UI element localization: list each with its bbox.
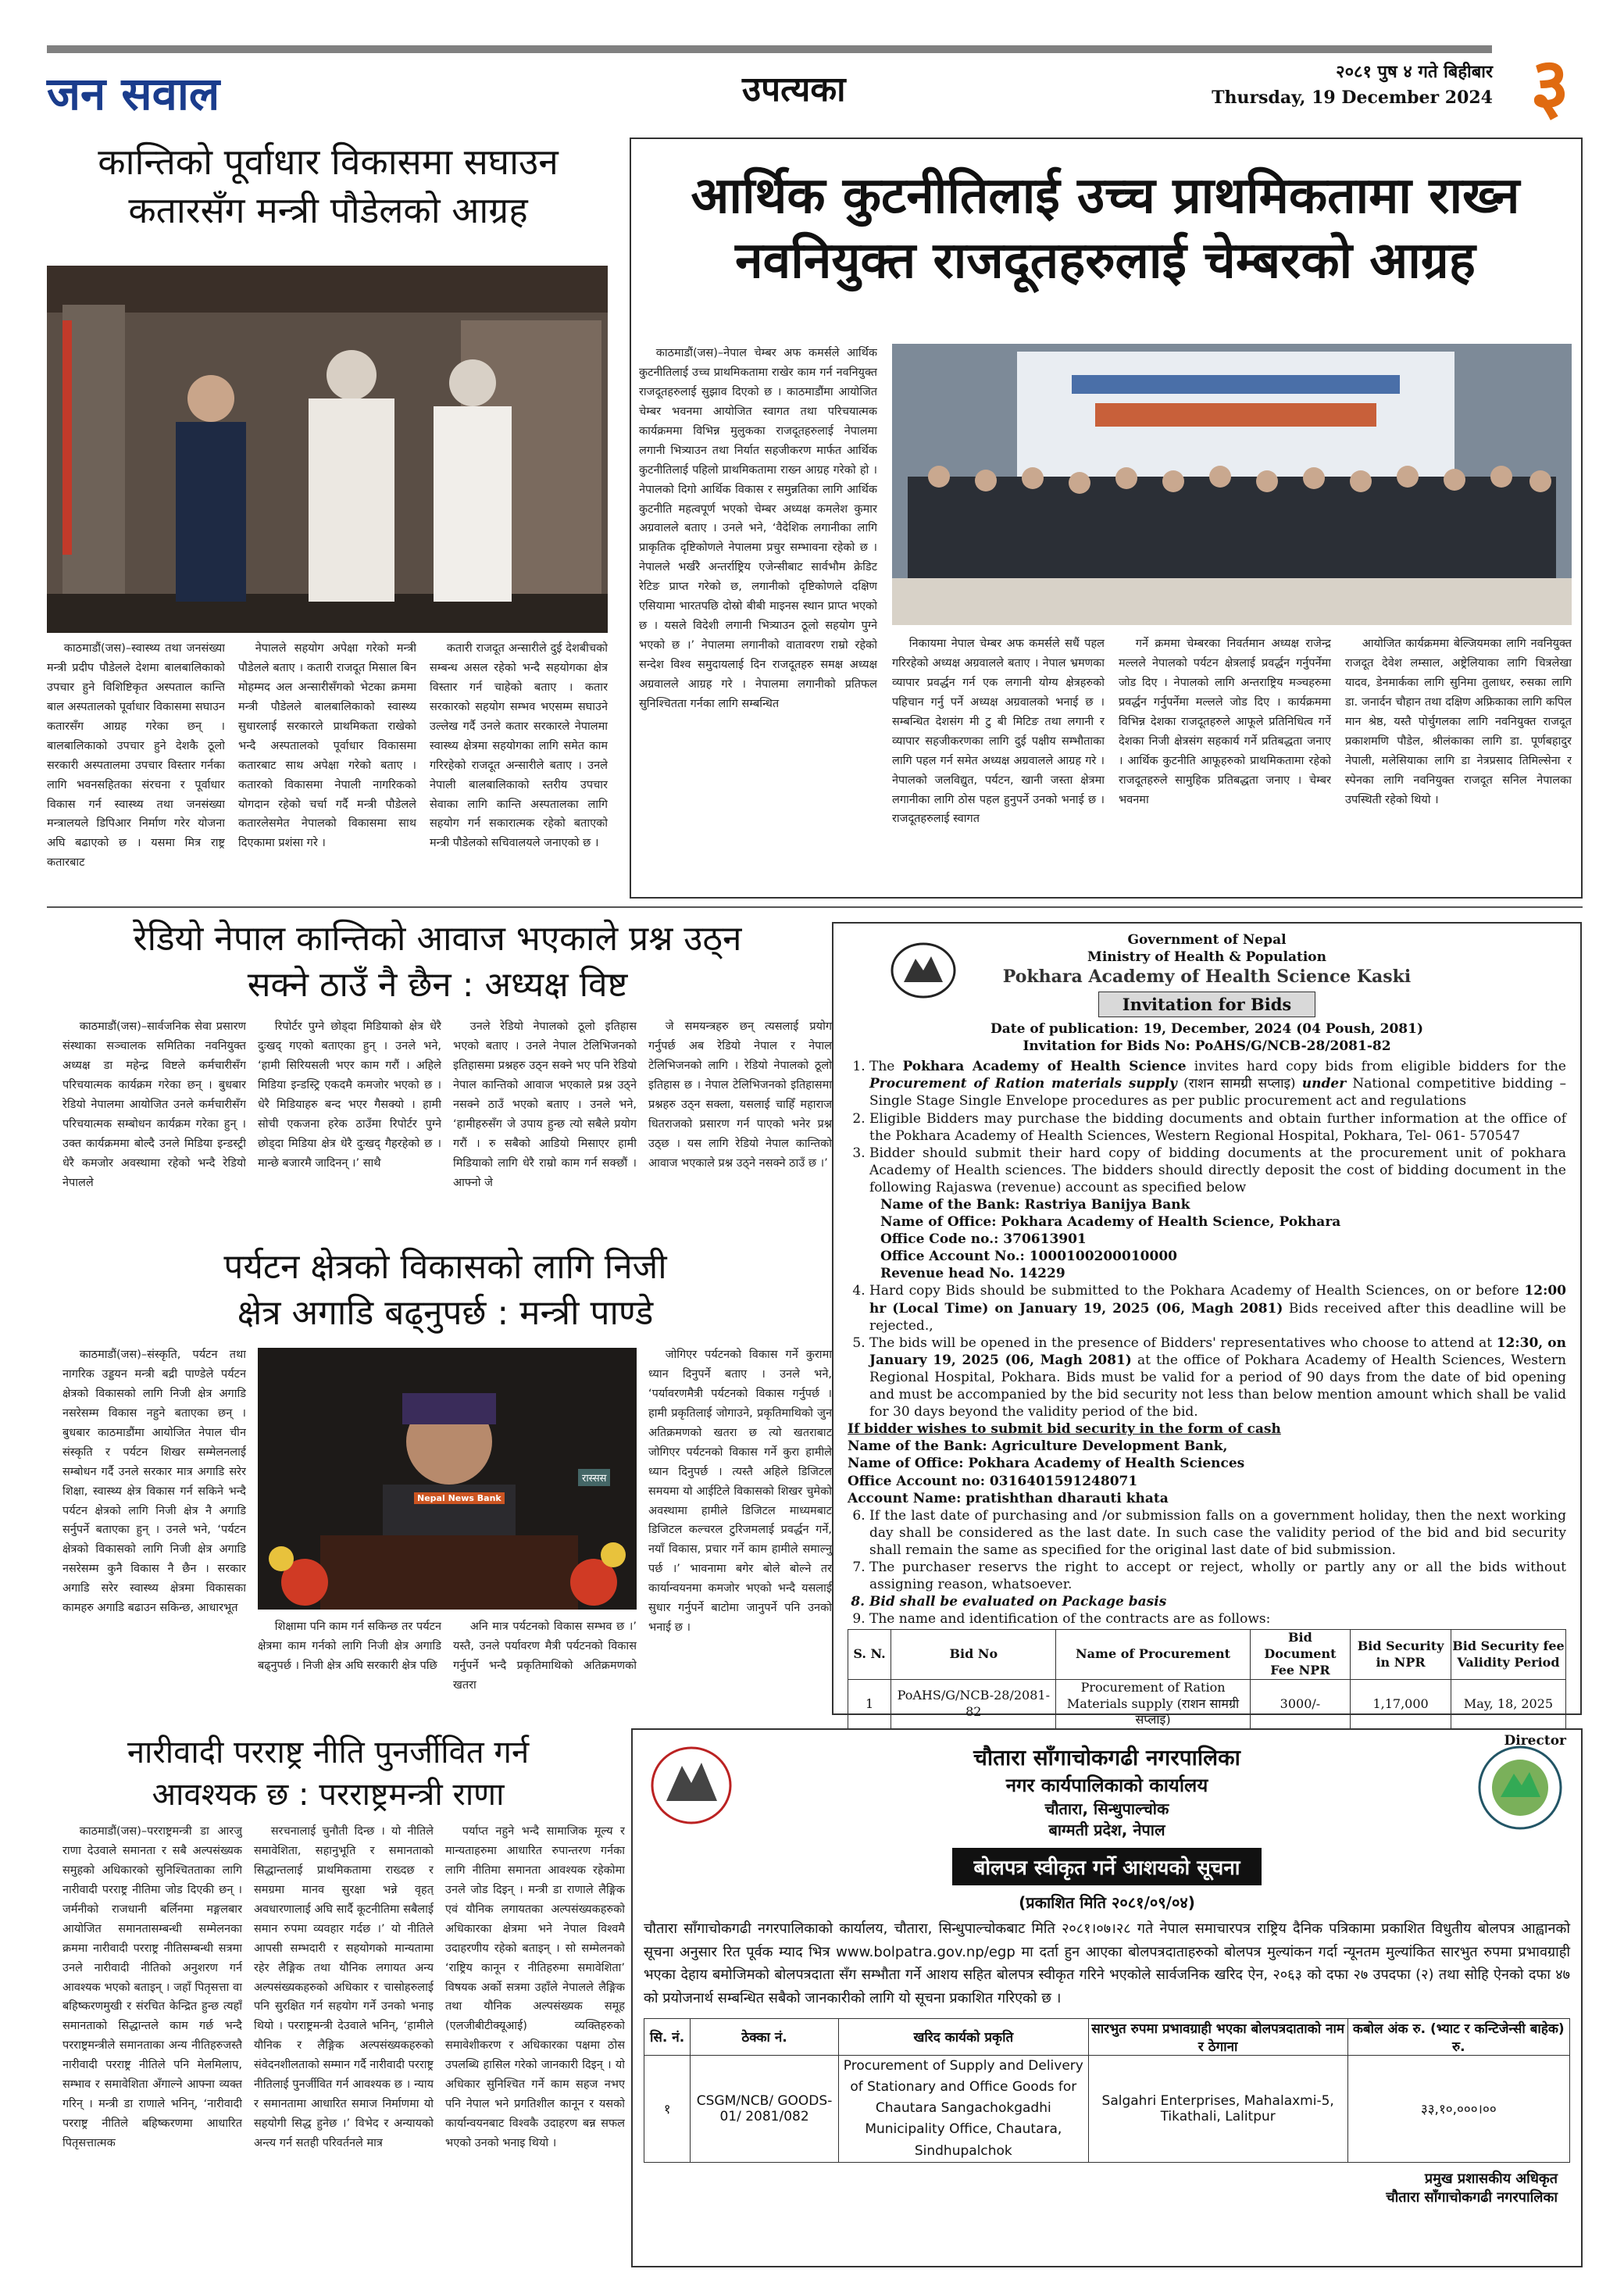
divider — [47, 906, 1583, 908]
story1-col1: काठमाडौं(जस)–स्वास्थ्य तथा जनसंख्या मन्त्री प्रदीप पौडेलले देशमा बालबालिकाको उपचार हुने विशिष्टिकृत अस्पताल कान्ति बाल अस्पतालको पूर्वाधार विकासमा सघाउन कतारसँग आग्रह गरेका छन् । बालबालिकाको उपचार हुने देशकै ठूलो सरकारी अस्पतालमा उपचार विस्तार गर्नका लागि भवनसहितका संरचना र पूर्वाधार विकास गर्न स्वास्थ्य तथा जनसंख्या मन्त्रालयले डिपिआर निर्माण गरेर योजना अघि बढाएको छ । यसमा मित्र राष्ट्र कतारबाट — [47, 642, 225, 870]
ad1-items — [848, 1058, 1566, 1420]
story4-col2: शिक्षामा पनि काम गर्न सकिन्छ तर पर्यटन क्षेत्रमा काम गर्नको लागि निजी क्षेत्र अगाडि बढ्नुपर्छ । निजी क्षेत्र अघि सरकारी क्षेत्र पछि — [258, 1620, 441, 1672]
ad1-pub-date: Date of publication: 19, December, 2024 (04 Poush, 2081) — [990, 1021, 1423, 1038]
story4-photo-tag: रास्सस — [578, 1469, 610, 1486]
story2-col3: गर्ने क्रममा चेम्बरका निवर्तमान अध्यक्ष राजेन्द्र मल्लले नेपालको पर्यटन क्षेत्रलाई प्रवर्द्धन गर्नुपर्नेमा जोड दिए । नेपालको लागि अन्तराष्ट्रिय मञ्चहरुमा प्रवर्द्धन गर्नुपर्नेमा मल्लले जोड दिए । कार्यक्रममा विभिन्न देशका राजदूतहरुले आफूले प्रतिनिधित्व गर्ने देशका निजी क्षेत्रसंग सहकार्य गर्ने प्रतिबद्धता जनाए । आर्थिक कुटनीति आफूहरुको प्राथमिकतामा रहेको राजदूतहरुले सामुहिक प्रतिबद्धता जनाए । चेम्बर भवनमा — [1119, 638, 1331, 806]
ad1-table — [848, 1629, 1566, 1729]
ad1-office1: Name of Office: Pokhara Academy of Health Science, Pokhara — [880, 1214, 1341, 1231]
story5-headline: नारीवादी परराष्ट्र नीति पुनर्जीवित गर्न आवश्यक छ : परराष्ट्रमन्त्री राणा — [127, 1735, 530, 1813]
story2-col2: निकायमा नेपाल चेम्बर अफ कमर्सले सधैं पहल गरिरहेको अध्यक्ष अग्रवालले बताए । नेपाल भ्रमणका व्यापार प्रवर्द्धन गर्न एक लगानी योग्य क्षेत्रहरुको पहिचान गर्नु पर्ने अध्यक्ष अग्रवालको भनाई छ । सम्बन्धित देशसंग मी टु बी मिटिङ तथा लगानी र व्यापार सहजीकरणका लागि दुई पक्षीय सम्भौताका लागि पहल गर्न समेत अध्यक्ष अग्रवालले आग्रह गरे । नेपालको जलविद्युत, पर्यटन, खानी जस्ता क्षेत्रमा लगानीका लागि ठोस पहल हुनुपर्ने उनको भनाई छ । राजदूतहरुलाई स्वागत — [892, 638, 1105, 826]
date-english: Thursday, 19 December 2024 — [1212, 88, 1493, 108]
ad1-ifb-no: Invitation for Bids No: PoAHS/G/NCB-28/2081-82 — [1023, 1038, 1391, 1055]
ad1-rev1: Revenue head No. 14229 — [880, 1266, 1065, 1282]
ad-invitation-for-bids — [832, 922, 1582, 1749]
story5-col2: सरचनालाई चुनौती दिन्छ । यो नीतिले समावेशिता, सहानुभूति र समानताको सिद्धान्तलाई प्राथमिकतामा राख्दछ र समग्रमा मानव सुरक्षा भन्ने वृहत् अवधारणालाई अघि सार्दै कूटनीतिमा सबैलाई समान रुपमा व्यवहार गर्दछ ।’ यो नीतिले आपसी सम्भदारी र सहयोगको मान्यतामा रहेर लैङ्गिक तथा यौनिक लगायत अन्य अल्पसंख्यकहरुको अधिकार र चासोहरुलाई पनि सुरक्षित गर्न सहयोग गर्ने उनको भनाइ थियो । परराष्ट्रमन्त्री देउवाले भनिन्, ‘हामीले यौनिक र लैङ्गिक अल्पसंख्यकहरुको संवेदनशीलताको सम्मान गर्दै नारीवादी परराष्ट्र नीतिलाई पुनर्जीवित गर्न आवश्यक छ । न्याय र समानतामा आधारित समाज निर्माणमा यो सहयोगी सिद्ध हुनेछ ।’ विभेद र अन्यायको अन्त्य गर्न सतही परिवर्तनले मात्र — [254, 1825, 434, 2149]
newspaper-brand: जन सवाल — [47, 67, 220, 120]
ad1-item-8: 8. Bid shall be evaluated on Package basis — [869, 1593, 1566, 1610]
ad2-body: चौतारा साँगाचोकगढी नगरपालिकाको कार्यालय, चौतारा, सिन्धुपाल्चोकबाट मिति २०८१।०७।२८ गते नेपाल समाचारपत्र राष्ट्रिय दैनिक पत्रिकामा प्रकाशित विधुतीय बोलपत्र आह्वानको सूचना अनुसार रित पूर्वक म्याद भित्र www.bolpatra.gov.np/egp मा दर्ता हुन आएका बोलपत्रदाताहरुको बोलपत्र मुल्यांकन गर्दा न्यूनतम मुल्यांकित सारभुत रुपमा प्रभावग्राही भएका देहाय बमोजिमको बोलपत्रदाता सँग सम्भौता गर्ने आशय सहित बोलपत्र स्वीकृत गरिने भएकोले सार्वजनिक खरिद ऐन, २०६३ को दफा २७ उपदफा (२) तथा सोहि ऐनको दफा ४७ को प्रयोजनार्थ सम्बन्धित सबैको जानकारीको लागि यो सूचना प्रकाशित गरिएको छ । — [644, 1921, 1570, 2007]
story3-headline: रेडियो नेपाल कान्तिको आवाज भएकाले प्रश्न उठ्न सक्ने ठाउँ नै छैन : अध्यक्ष विष्ट — [133, 919, 742, 1006]
ad1-title: Invitation for Bids — [1098, 992, 1316, 1017]
ad2-pub-date: (प्रकाशित मिति २०८१/०९/०४) — [1019, 1893, 1195, 1912]
ad1-item-2: 2. Eligible Bidders may purchase the bidding documents and obtain further information at the office of the Pokhara Academy of Health Sciences, Western Regional Hospital, Pokhara, Tel- 061- 570547 — [869, 1110, 1566, 1145]
ad1-table-header: S. N. Bid No Name of Procurement Bid Document Fee NPR Bid Security in NPR Bid Security fee Validity Period — [848, 1630, 1566, 1679]
ad2-notice-title: बोलपत्र स्वीकृत गर्ने आशयको सूचना — [952, 1848, 1262, 1885]
story1-col3: कतारी राजदूत अन्सारीले दुई देशबीचको सम्बन्ध असल रहेको भन्दै सहयोगका क्षेत्र विस्तार गर्न चाहेको बताए । कतार सरकारको सहयोग सम्भव भएसम्म सघाउने उल्लेख गर्दै उनले कतार सरकारले नेपालमा स्वास्थ्य क्षेत्रमा सहयोगका लागि समेत काम गरिरहेको राजदूत अन्सारीले बताए । उनले नेपाली बालबालिकाको स्तरीय उपचार सेवाका लागि कान्ति अस्पतालका लागि सहयोग गर्न सकारात्मक रहेको बताएको मन्त्री पौडेलको सचिवालयले जनाएको छ । — [430, 642, 608, 850]
story3-col3: उनले रेडियो नेपालको ठूलो इतिहास भएको बताए । उनले नेपाल टेलिभिजनको इतिहासमा प्रश्नहरु उठ्न सक्ने भए पनि रेडियो नेपाल कान्तिको आवाज भएकाले प्रश्न उठ्ने नसक्ने ठाउँ भएको बताए । उनले भने, ‘हामीहरुसँग जे उपाय हुन्छ त्यो सबैले प्रयोग गरौं । रु सबैको आडियो मिसाएर हामी मिडियाको लागि धेरै राम्रो काम गर्न सक्छौं । आफ्नो जे — [453, 1020, 637, 1189]
ad1-cash-head: If bidder wishes to submit bid security in the form of cash — [848, 1421, 1281, 1438]
ad2-table-header: सि. नं. ठेक्का नं. खरिद कार्यको प्रकृति सारभुत रुपमा प्रभावग्राही भएका बोलपत्रदाताको नाम र ठेगाना कबोल अंक रु. (भ्याट र कन्टिजेन्सी बाहेक) रु. — [644, 2018, 1570, 2055]
table-row: १ CSGM/NCB/ GOODS-01/ 2081/082 Procurement of Supply and Delivery of Stationary and Office Goods for Chautara Sangachokgadhi Municipality Office, Chautara, Sindhupalchok Salgahri Enterprises, Mahalaxmi-5, Tikathali, Lalitpur ३३,१०,०००।०० — [644, 2055, 1570, 2162]
story3-col1: काठमाडौं(जस)–सार्वजनिक सेवा प्रसारण संस्थाका सञ्चालक समितिका नवनियुक्त अध्यक्ष डा महेन्द्र विष्टले कर्मचारीसँग परिचयात्मक कार्यक्रम गरेका छन् । बुधबार रेडियो नेपालमा आयोजित उनले कर्मचारीसँग परिचयात्मक सम्बोधन कार्यक्रम गरेका हुन् । उक्त कार्यक्रममा बोल्दै उनले मिडिया इन्डस्ट्री धेरै कमजोर अवस्थामा रहेको भन्दै रेडियो नेपालले — [62, 1020, 246, 1189]
story5-col3: पर्याप्त नहुने भन्दै सामाजिक मूल्य र मान्यताहरुमा आधारित रुपान्तरण गर्नका लागि नीतिमा समानता आवश्यक रहेकोमा उनले जोड दिइन् । मन्त्री डा राणाले लैङ्गिक एवं यौनिक लगायतका अल्पसंख्यकहरुको अधिकारका क्षेत्रमा भने नेपाल विश्वमै उदाहरणीय रहेको बताइन् । सो सम्मेलनको ‘राष्ट्रिय कानून र नीतिहरुमा समावेशिता’ विषयक अर्को सत्रमा उहाँले नेपालले लैङ्गिक तथा यौनिक अल्पसंख्यक समूह (एलजीबीटीक्यूआई) व्यक्तिहरुको समावेशीकरण र अधिकारका पक्षमा ठोस उपलब्धि हासिल गरेको जानकारी दिइन् । यो अधिकार सुनिश्चित गर्ने काम सहज नभए पनि नेपाल भने प्रगतिशील कानून र यसको कार्यान्वयनबाट विश्वकै उदाहरण बन्न सफल भएको उनको भनाइ थियो । — [445, 1825, 625, 2149]
ad1-ministry: Ministry of Health & Population — [1087, 949, 1326, 966]
ad1-acc1: Office Account No.: 1000100200010000 — [880, 1249, 1177, 1265]
story1-headline: कान्तिको पूर्वाधार विकासमा सघाउन कतारसँग मन्त्री पौडेलको आग्रह — [98, 141, 559, 232]
ad2-title: चौतारा साँगाचोकगढी नगरपालिका — [973, 1745, 1240, 1771]
story4-headline: पर्यटन क्षेत्रको विकासको लागि निजी क्षेत्र अगाडि बढ्नुपर्छ : मन्त्री पाण्डे — [223, 1247, 667, 1334]
story2-photo — [892, 344, 1572, 625]
ad1-bank1: Name of the Bank: Rastriya Banijya Bank — [880, 1197, 1190, 1213]
ad2-sign-2: चौतारा साँगाचोकगढी नगरपालिका — [1386, 2189, 1558, 2206]
ad2-sign-1: प्रमुख प्रशासकीय अधिकृत — [1424, 2170, 1558, 2187]
ad1-item-4: 4. Hard copy Bids should be submitted to the Pokhara Academy of Health Sciences, on or before 12:00 hr (Local Time) on January 19, 2025 (06, Magh 2081) Bids received after this deadline will be rejected., — [869, 1282, 1566, 1334]
ad2-location: चौतारा, सिन्धुपाल्चोक — [1044, 1799, 1169, 1818]
story4-col4: जोगिएर पर्यटनको विकास गर्ने कुरामा ध्यान दिनुपर्ने बताए । उनले भने, ‘पर्यावरणमैत्री पर्यटनको विकास गर्नुपर्छ । हामी प्रकृतिलाई जोगाउने, प्रकृतिमाथिको जुन अतिक्रमणको खतरा छ त्यो खतराबाट जोगिएर पर्यटनको विकास गर्ने कुरा हामीले ध्यान दिनुपर्छ । त्यस्तै अहिले डिजिटल समयमा यो आईटिले विकासको शिखर चुमेको अवस्थामा हामीले डिजिटल माध्यमबाट डिजिटल कल्चरल टुरिजमलाई प्रवर्द्धन गर्ने, नयाँ विकास, प्रचार गर्ने काम हामीले समाल्नु पर्छ ।’ भावनामा बगेर बोले बोल्ने तर कार्यान्वयनमा कमजोर भएको भन्दै यसलाई सुधार गर्नुपर्ने बाटोमा जानुपर्ने पनि उनको भनाई छ । — [648, 1349, 832, 1635]
ad1-gov: Government of Nepal — [1127, 932, 1287, 948]
ad2-province: बाग्मती प्रदेश, नेपाल — [1048, 1821, 1165, 1839]
ad1-item-6: 6. If the last date of purchasing and /or submission falls on a government holiday, then the next working day shall be considered as the last date. In such case the validity period of the bid and bid security shall remain the same as specified for the original last date of bid submission. — [869, 1507, 1566, 1559]
ad2-office: नगर कार्यपालिकाको कार्यालय — [1005, 1774, 1208, 1796]
story4-col1: काठमाडौं(जस)–संस्कृति, पर्यटन तथा नागरिक उड्डयन मन्त्री बद्री पाण्डेले पर्यटन क्षेत्रको विकासको लागि निजी क्षेत्र अगाडि नसरेसम्म विकास नहुने बताएका छन् । बुधबार काठमाडौंमा आयोजित नेपाल चीन संस्कृति र पर्यटन शिखर सम्मेलनलाई सम्बोधन गर्दै उनले सरकार मात्र अगाडि सरेर शिक्षा, स्वास्थ्य क्षेत्र विकास गर्न सकिने भन्दै पर्यटन क्षेत्रको लागि निजी क्षेत्र नै अगाडि सर्नुपर्ने बताएका हुन् । उनले भने, ‘पर्यटन क्षेत्रको विकासको लागि निजी क्षेत्र अगाडि नसरेसम्म कुनै विकास नै छैन । सरकार अगाडि सरेर स्वास्थ्य क्षेत्रमा विकासका कामहरु अगाडि बढाउन सकिन्छ, आधारभूत — [62, 1349, 246, 1615]
ad1-acc2: Office Account no: 0316401591248071 — [848, 1473, 1138, 1489]
story5-col1: काठमाडौं(जस)–परराष्ट्रमन्त्री डा आरजु राणा देउवाले समानता र सबै अल्पसंख्यक समुहको अधिकारको सुनिश्चितताका लागि नारीवादी परराष्ट्र नीतिमा जोड दिएकी छन् । जर्मनीको राजधानी बर्लिनमा मङ्गलबार आयोजित समानतासम्बन्धी सम्मेलनका क्रममा नारीवादी परराष्ट्र नीतिसम्बन्धी सत्रमा उनले नारीवादी नीतिको अनुशरण गर्न आवश्यक भएको बताइन् । जहाँ पितृसत्ता वा बहिष्करणमुखी र संरचित केन्द्रित हुन्छ त्यहाँ समानताको सिद्धान्तले काम गर्छ भन्दै परराष्ट्रमन्त्रीले समानताका अन्य नीतिहरुजस्तै नारीवादी परराष्ट्र नीतिले पनि मेलमिलाप, सम्भाव र समावेशिता अँगाल्ने आफ्ना व्यक्त गरिन् । मन्त्री डा राणाले भनिन्, ‘नारीवादी परराष्ट्र नीतिले बहिष्करणमा आधारित पितृसत्तात्मक — [62, 1825, 242, 2149]
ad1-item-5: 5. The bids will be opened in the presence of Bidders' representatives who choose to attend at 12:30, on January 19, 2025 (06, Magh 2081) at the office of Pokhara Academy of Health Sciences, Western Regional Hospital, Pokhara. Bids must be valid for a period of 90 days from the date of bid opening and must be accompanied by the bid security not less than below mention amount which shall be valid for 30 days beyond the validity period of the bid. — [869, 1335, 1566, 1420]
story2-col1: काठमाडौं(जस)–नेपाल चेम्बर अफ कमर्सले आर्थिक कुटनीतिलाई उच्च प्राथमिकतामा राखेर काम गर्न नवनियुक्त राजदूतहरुलाई सुझाव दिएको छ । काठमाडौंमा आयोजित चेम्बर भवनमा आयोजित स्वागत तथा परिचयात्मक कार्यक्रममा विभिन्न मुलुकका राजदूतहरुलाई नेपालमा लगानी भित्र्याउन तथा निर्यात सहजीकरण मार्फत आर्थिक कुटनीतिलाई पहिलो प्राथमिकतामा राख्न आग्रह गरेको हो । नेपालको दिगो आर्थिक विकास र समुन्नतिका लागि आर्थिक कुटनीति महत्वपूर्ण भएको चेम्बर अध्यक्ष कमलेश कुमार अग्रवालले बताए । उनले भने, ‘वैदेशिक लगानीका लागि प्राकृतिक दृष्टिकोणले नेपालमा प्रचुर सम्भावना रहेको छ । नेपालले भर्खरै अन्तर्राष्ट्रिय एजेन्सीबाट सार्वभौम क्रेडिट रेटिङ प्राप्त गरेको छ, लगानीको दृष्टिकोणले दक्षिण एसियामा भारतपछि दोस्रो बीबी माइनस स्थान प्राप्त भएको छ । यसले विदेशी लगानी भित्र्याउन ठूलो सहयोग पुग्ने भएको छ ।’ नेपालमा लगानीको वातावरण राम्रो रहेको सन्देश विश्व समुदायलाई दिन राजदूतहरु समक्ष अध्यक्ष अग्रवालले आग्रह गरे । नेपालमा लगानीको प्रतिफल सुनिश्चितता गर्नका लागि सम्बन्धित — [639, 347, 877, 710]
ad1-item-3: 3. Bidder should submit their hard copy of bidding documents at the procurement unit of pokhara Academy of Health sciences. The bidders should directly deposit the cost of bidding document in the following Rajaswa (revenue) account as specified below Name of the Bank: Rastriya Banijya Bank Name of Office: Pokhara Academy of Health Science, Pokhara Office Code no.: 370613901 Office Account No.: 1000100200010000 Revenue head No. 14229 — [869, 1145, 1566, 1283]
story4-col3: अनि मात्र पर्यटनको विकास सम्भव छ ।’ यस्तै, उनले पर्यावरण मैत्री पर्यटनको विकास गर्नुपर्ने भन्दै प्रकृतिमाथिको अतिक्रमणको खतरा — [453, 1620, 637, 1692]
story1-col2: नेपालले सहयोग अपेक्षा गरेको मन्त्री पौडेलले बताए । कतारी राजदूत मिसाल बिन मोहम्मद अल अन्सारीसँगको भेटका क्रममा मन्त्री पौडेलले बालबालिकाको स्वास्थ्य सुधारलाई सरकारले प्राथमिकता राखेको भन्दै अस्पतालको पूर्वाधार विकासमा कतारबाट साथ अपेक्षा गरेको बताए । कतारको विकासमा नेपाली नागरिकको योगदान रहेको चर्चा गर्दै मन्त्री पौडेलले कतारलेसमेत नेपालको विकासमा साथ दिएकामा प्रशंसा गरे । — [238, 642, 416, 850]
ad2-table — [644, 2018, 1570, 2163]
ad-municipality-notice — [631, 1728, 1583, 2267]
ad1-signatory: Director — [1504, 1733, 1566, 1749]
section-name: उपत्यका — [742, 70, 846, 109]
ad1-item-9: 9. The name and identification of the contracts are as follows: — [869, 1610, 1566, 1628]
story4-photo-banner: Nepal News Bank — [414, 1492, 505, 1504]
ad1-org: Pokhara Academy of Health Science Kaski — [1002, 967, 1412, 988]
nepal-emblem-icon — [647, 1742, 737, 1828]
ad1-office2: Name of Office: Pokhara Academy of Health Sciences — [848, 1456, 1245, 1472]
story2-headline: आर्थिक कुटनीतिलाई उच्च प्राथमिकतामा राख्न नवनियुक्त राजदूतहरुलाई चेम्बरको आग्रह — [691, 167, 1520, 291]
ad1-item-7: 7. The purchaser reservs the right to accept or reject, wholly or partly any or all the bids without assigning reason, whatsoever. — [869, 1559, 1566, 1593]
story3-col2: रिपोर्टर पुग्ने छोड्दा मिडियाको क्षेत्र धेरै दुःखद् गएको बताएका हुन् । उनले भने, ‘हामी सिरियसली भएर काम गरौं । अहिले मिडिया इन्डस्ट्रि एकदमै कमजोर भएको छ । धेरै मिडियाहरु बन्द भएर गैसक्यो । हामी सोची एकजना हरेक ठाउँमा रिपोर्टर पुग्ने छोड्दा मिडिया क्षेत्र धेरै दुःखद् गैहरहेको छ । मान्छे बजारमै जादिनन् ।’ साथै — [258, 1020, 441, 1170]
story1-photo — [47, 266, 608, 633]
ad1-item-1: 1. The Pokhara Academy of Health Science invites hard copy bids from eligible bidders for the Procurement of Ration materials supply (राशन सामग्री सप्लाइ) under National competitive bidding – Single Stage Single Envelope procedures as per public procurement act and regulations — [869, 1058, 1566, 1109]
ad1-items-2 — [848, 1507, 1566, 1628]
dateline — [1212, 59, 1493, 111]
nepal-emblem-icon — [888, 939, 958, 1002]
story3-col4: जे समयन्त्रहरु छन् त्यसलाई प्रयोग गर्नुपर्छ अब रेडियो नेपाल र नेपाल टेलिभिजनको लागि । रेडियो नेपालको ठूलो इतिहास छ । नेपाल टेलिभिजनको इतिहासमा प्रश्नहरु उठ्न सक्ला, यसलाई चाहिँ महाराज धितराजको प्रसारण गर्न पाएको भनेर प्रश्न उठ्छ । यस लागि रेडियो नेपाल कान्तिको आवाज भएकाले प्रश्न उठ्ने नसक्ने ठाउँ छ ।’ — [648, 1020, 832, 1170]
ad1-accname2: Account Name: pratishthan dharauti khata — [848, 1490, 1169, 1506]
ad1-code1: Office Code no.: 370613901 — [880, 1231, 1087, 1248]
table-row: 1 PoAHS/G/NCB-28/2081-82 Procurement of Ration Materials supply (राशन सामग्री सप्लाइ) 3000/- 1,17,000 May, 18, 2025 — [848, 1679, 1566, 1728]
date-nepali: २०८१ पुष ४ गते बिहीबार — [1336, 62, 1493, 82]
page-number: ३ — [1530, 41, 1569, 129]
ad1-bank2: Name of the Bank: Agriculture Development Bank, — [848, 1438, 1228, 1455]
story2-col4: आयोजित कार्यक्रममा बेल्जियमका लागि नवनियुक्त राजदूत देवेश लम्साल, अष्ट्रेलियाका लागि चित्रलेखा यादव, डेनमार्कका लागि सुनिमा तुलाधर, रुसका लागि डा. जनार्दन चौहान तथा दक्षिण अफ्रिकाका लागि कपिल मान श्रेष्ठ, यस्तै पोर्चुगलका लागि नवनियुक्त राजदूत प्रकाशमणि पौडेल, श्रीलंकाका लागि डा. पूर्णबहादुर नेपाली, मलेसियाका लागि डा नेत्रप्रसाद तिमिल्सेना र स्पेनका लागि नवनियुक्त राजदूत सनिल नेपालका उपस्थिती रहेको थियो । — [1345, 638, 1572, 806]
masthead-bar — [47, 45, 1492, 53]
municipality-logo-icon — [1473, 1742, 1567, 1832]
